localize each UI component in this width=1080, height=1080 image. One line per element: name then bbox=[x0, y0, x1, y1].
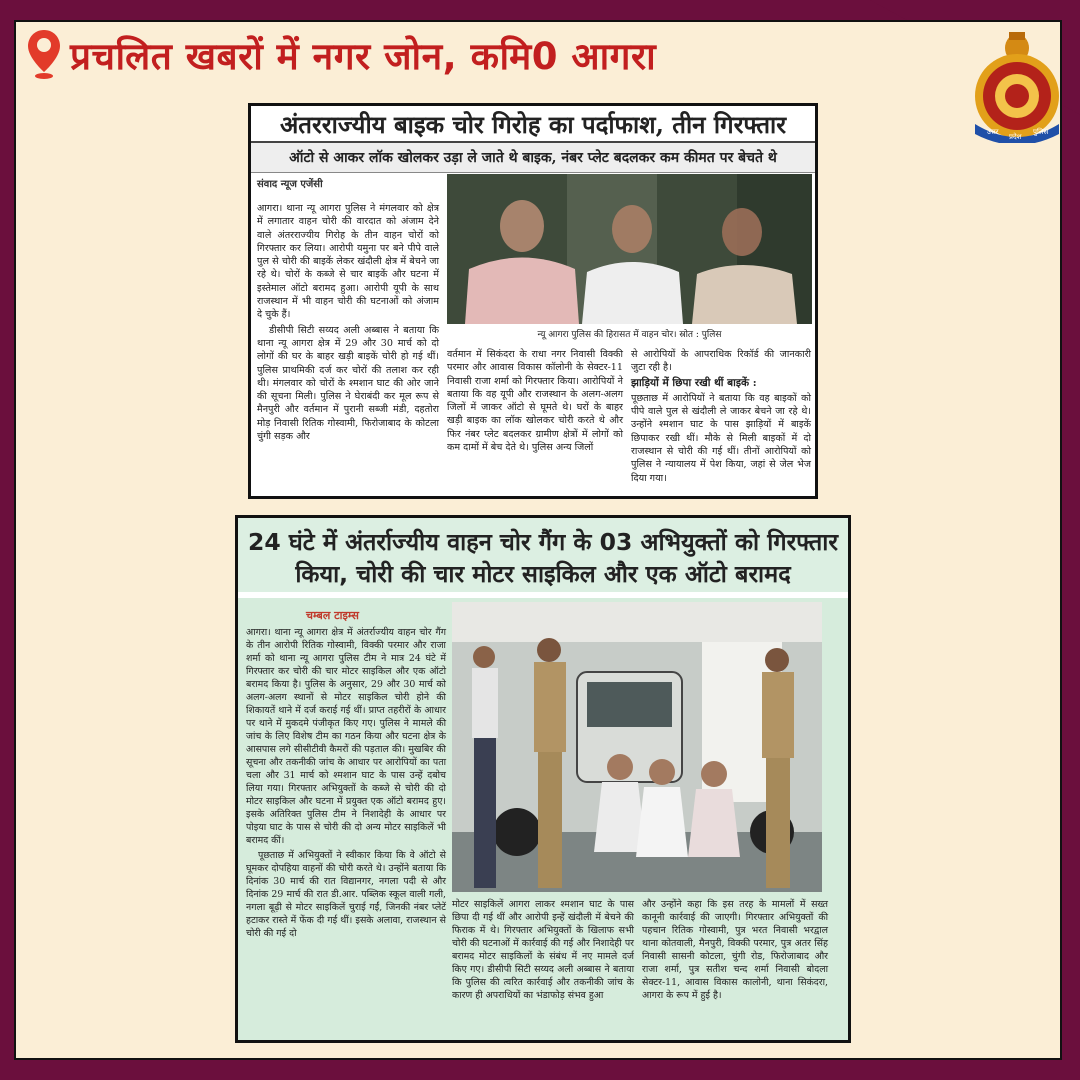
clip1-para-2: डीसीपी सिटी सय्यद अली अब्बास ने बताया कि थाना न्यू आगरा क्षेत्र में 29 और 30 मार्च को दो लोगों की घर के बाहर खड़ी बाइकें चोरी हो गई थीं। पुलिस प्राथमिकी दर्ज कर चोरों की तलाश कर रही थी। मंगलवार को चोरों के श्मशान घाट की ओर जाने की सूचना मिली। पुलिस ने घेराबंदी कर मूल रूप से मैनपुरी और वर्तमान में पुरानी सब्जी मंडी, दहतोरा मोड़ निवासी रितिक गोस्वामी, फिरोजाबाद के कोटला चुंगी सड़क और bbox=[257, 324, 439, 443]
clip1-para-1: आगरा। थाना न्यू आगरा पुलिस ने मंगलवार को क्षेत्र में लगातार वाहन चोरी की वारदात को अंजाम देने वाले अंतरराज्यीय गिरोह के तीन वाहन चोरों को गिरफ्तार कर लिया। आरोपी यमुना पर बने पीपे वाले पुल से चोरी की बाइकें लेकर खंदौली क्षेत्र में बेचने जा रहे थे। चोरों के कब्जे से चार बाइकें और घटना में इस्तेमाल ऑटो बरामद हुआ। आरोपी यूपी के साथ राजस्थान में भी वाहन चोरी की घटनाओं को अंजाम दे चुके हैं। bbox=[257, 203, 439, 321]
emblem-text-mid: प्रदेश bbox=[1009, 133, 1022, 141]
clip1-column-3 bbox=[631, 348, 811, 487]
clip2-column-2 bbox=[452, 898, 634, 1004]
clip1-col3-subhead: झाड़ियों में छिपा रखी थीं बाइकें : bbox=[631, 376, 757, 389]
clip1-col3-bottom: पूछताछ में आरोपियों ने बताया कि वह बाइकों को पीपे वाले पुल से खंदौली ले जाकर बेचने जा रहे थे। उन्होंने श्मशान घाट के पास झाड़ियों में बाइकें छिपाकर रखी थीं। मौके से मिली बाइकों में दो राजस्थान से चोरी की गई थीं। तीनों आरोपियों को पुलिस ने न्यायालय में पेश किया, जहां से जेल भेज दिया गया। bbox=[631, 392, 811, 484]
clip1-subheadline: ऑटो से आकर लॉक खोलकर उड़ा ले जाते थे बाइक, नंबर प्लेट बदलकर कम कीमत पर बेचते थे bbox=[251, 143, 815, 173]
clip1-source: संवाद न्यूज एजेंसी bbox=[257, 179, 323, 190]
clip1-column-1 bbox=[257, 202, 439, 445]
clip2-para-2: पूछताछ में अभियुक्तों ने स्वीकार किया कि वे ऑटो से घूमकर दोपहिया वाहनों की चोरी करते थे। उन्होंने बताया कि दिनांक 30 मार्च की रात विद्यानगर, नगला पदी से और दिनांक 29 मार्च की रात डी.आर. पब्लिक स्कूल वाली गली, नगला बूढ़ी से मोटर साइकिलें चुराई गईं, जिनकी नंबर प्लेटें हटाकर रास्ते में फेंक दी गई थीं। इसके अलावा, राजस्थान से चोरी की गई दो bbox=[246, 850, 446, 939]
clip1-photo-caption: न्यू आगरा पुलिस की हिरासत में वाहन चोर। स्रोत : पुलिस bbox=[447, 324, 812, 342]
clip1-photo bbox=[447, 174, 812, 324]
clip2-column-3 bbox=[642, 898, 828, 1004]
news-clipping-2 bbox=[235, 515, 851, 1043]
clip2-column-1 bbox=[246, 626, 446, 942]
clip2-source: चम्बल टाइम्स bbox=[306, 609, 359, 622]
clip2-photo-image bbox=[452, 602, 822, 892]
clip2-para-1: आगरा। थाना न्यू आगरा क्षेत्र में अंतर्राज्यीय वाहन चोर गैंग के तीन आरोपी रितिक गोस्वामी, विक्की परमार और राजा शर्मा को थाना न्यू आगरा पुलिस टीम ने मात्र 24 घंटे में गिरफ्तार कर चोरी की चार मोटर साइकिल और एक ऑटो बरामद किया है। पुलिस के अनुसार, 29 और 30 मार्च को अलग-अलग स्थानों से मोटर साइकिल चोरी होने की शिकायतें थाने में दर्ज कराई गई थीं। प्राप्त तहरीरों के आधार पर थाने में मुकदमे पंजीकृत किए गए। पुलिस ने मामले की जांच के लिए विशेष टीम का गठन किया और घटना क्षेत्र के आसपास लगे सीसीटीवी कैमरों की पड़ताल की। मुखबिर की सूचना और तकनीकी जांच के आधार पर आरोपियों का पता चला और 31 मार्च को श्मशान घाट के पास उन्हें दबोच लिया गया। गिरफ्तार अभियुक्तों के कब्जे से चोरी की दो मोटर साइकिल और घटना में प्रयुक्त एक ऑटो बरामद हुए। इसके अतिरिक्त पुलिस टीम ने निशादेही के आधार पर पोइया घाट के पास से चोरी की दो अन्य मोटर साइकिलें भी बरामद कीं। bbox=[246, 627, 446, 846]
clip1-column-2 bbox=[447, 348, 623, 456]
emblem-text-right: पुलिस bbox=[1033, 128, 1049, 136]
up-police-emblem-icon bbox=[965, 28, 1070, 143]
clip2-col3-text: और उन्होंने कहा कि इस तरह के मामलों में सख्त कानूनी कार्रवाई की जाएगी। गिरफ्तार अभियुक्तों की पहचान रितिक गोस्वामी, पुत्र भरत निवासी भरद्वाल थाना कोतवाली, मैनपुरी, विक्की परमार, पुत्र अतर सिंह निवासी सासनी कोटला, चुंगी रोड, फिरोजाबाद और राजा शर्मा, पुत्र सतीश चन्द शर्मा निवासी बोदला सेक्टर-11, आवास विकास कालोनी, थाना सिकंदरा, आगरा के रूप में हुई है। bbox=[642, 899, 828, 1001]
clip2-photo bbox=[452, 602, 822, 892]
page-header bbox=[26, 28, 656, 80]
clip1-col3-top: से आरोपियों के आपराधिक रिकॉर्ड की जानकारी जुटा रही है। bbox=[631, 349, 811, 374]
clip1-col2-text: वर्तमान में सिकंदरा के राधा नगर निवासी विक्की परमार और आवास विकास कॉलोनी के सेक्टर-11 निवासी राजा शर्मा को गिरफ्तार किया। आरोपियों ने बताया कि वह यूपी और राजस्थान के अलग-अलग जिलों में जाकर ऑटो से घूमते थे। घरों के बाहर खड़ी बाइक का लॉक खोलकर चोरी करते थे और फिर नंबर प्लेट बदलकर ग्रामीण क्षेत्रों में लोगों को कम दामों में बेच देते थे। पुलिस अन्य जिलों bbox=[447, 349, 623, 454]
clip1-headline: अंतरराज्यीय बाइक चोर गिरोह का पर्दाफाश, तीन गिरफ्तार bbox=[251, 106, 815, 143]
location-pin-icon bbox=[26, 28, 62, 80]
clip1-photo-image bbox=[447, 174, 812, 324]
clip2-headline: 24 घंटे में अंतर्राज्यीय वाहन चोर गैंग के 03 अभियुक्तों को गिरफ्तार किया, चोरी की चार मोटर साइकिल और एक ऑटो बरामद bbox=[238, 518, 848, 592]
news-clipping-1 bbox=[248, 103, 818, 499]
page-title: प्रचलित खबरों में नगर जोन, कमि0 आगरा bbox=[70, 34, 657, 78]
clip2-col2-text: मोटर साइकिलें आगरा लाकर श्मशान घाट के पास छिपा दी गई थीं और आरोपी इन्हें खंदौली में बेचने की फिराक में थे। गिरफ्तार अभियुक्तों के खिलाफ सभी चोरी की घटनाओं में कार्रवाई की गई और निशादेही पर बरामद मोटर साइकिलों के संबंध में नए मामले दर्ज किए गए। डीसीपी सिटी सय्यद अली अब्बास ने बताया कि पुलिस की त्वरित कार्रवाई और तकनीकी जांच के कारण ही अपराधियों का भंडाफोड़ संभव हुआ bbox=[452, 899, 634, 1001]
emblem-text-left: उत्तर bbox=[987, 128, 999, 136]
